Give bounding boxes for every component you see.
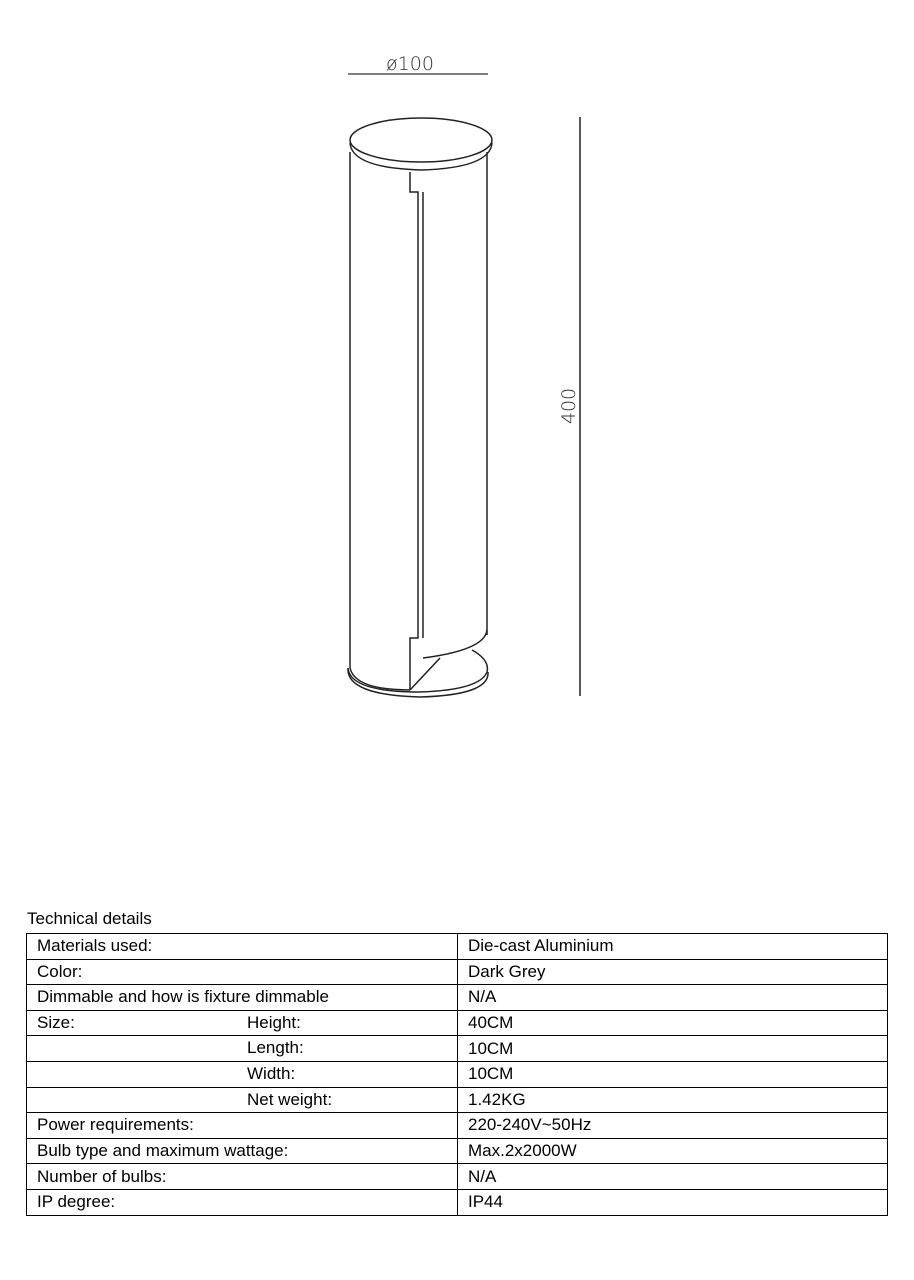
row-label: Bulb type and maximum wattage:	[37, 1141, 289, 1161]
table-row	[27, 1164, 888, 1190]
row-value: IP44	[458, 1189, 888, 1215]
row-label-cell	[27, 1164, 458, 1190]
row-label-cell	[27, 1189, 458, 1215]
row-label-cell	[27, 1061, 458, 1087]
height-label: 400	[558, 387, 580, 425]
row-label-cell	[27, 1087, 458, 1113]
row-sublabel: Height:	[247, 1012, 301, 1032]
table-row	[27, 1138, 888, 1164]
row-label-cell	[27, 934, 458, 960]
table-row	[27, 959, 888, 985]
height-dimension	[558, 117, 580, 696]
diameter-dimension	[348, 53, 488, 75]
row-value: N/A	[458, 985, 888, 1011]
table-row	[27, 1061, 888, 1087]
row-label-cell	[27, 1036, 458, 1062]
row-label: Materials used:	[37, 936, 153, 956]
table-row	[27, 1010, 888, 1036]
table-row	[27, 985, 888, 1011]
row-label: Size:	[37, 1013, 75, 1033]
row-sublabel: Width:	[247, 1063, 296, 1083]
row-label-cell	[27, 1138, 458, 1164]
row-value: Dark Grey	[458, 959, 888, 985]
table-title: Technical details	[27, 909, 152, 928]
technical-details-table	[26, 933, 888, 1216]
row-label: Color:	[37, 961, 83, 981]
row-value: 220-240V~50Hz	[458, 1113, 888, 1139]
row-label-cell	[27, 1010, 458, 1036]
row-label: Number of bulbs:	[37, 1166, 167, 1186]
row-label-cell	[27, 1113, 458, 1139]
row-value: 40CM	[458, 1010, 888, 1036]
row-label: Dimmable and how is fixture dimmable	[37, 987, 329, 1007]
row-sublabel: Net weight:	[247, 1089, 333, 1109]
row-label: IP degree:	[37, 1192, 116, 1212]
row-value: Die-cast Aluminium	[458, 934, 888, 960]
row-sublabel: Length:	[247, 1038, 304, 1058]
row-label: Power requirements:	[37, 1115, 194, 1135]
table-row	[27, 1189, 888, 1215]
row-label-cell	[27, 959, 458, 985]
row-value: Max.2x2000W	[458, 1138, 888, 1164]
table-row	[27, 1036, 888, 1062]
table-row	[27, 1087, 888, 1113]
row-value: 1.42KG	[458, 1087, 888, 1113]
row-value: 10CM	[458, 1036, 888, 1062]
diameter-label: ø100	[386, 53, 434, 75]
row-value: N/A	[458, 1164, 888, 1190]
row-value: 10CM	[458, 1061, 888, 1087]
lamp-outline	[348, 118, 492, 697]
row-label-cell	[27, 985, 458, 1011]
table-row	[27, 1113, 888, 1139]
table-row	[27, 934, 888, 960]
